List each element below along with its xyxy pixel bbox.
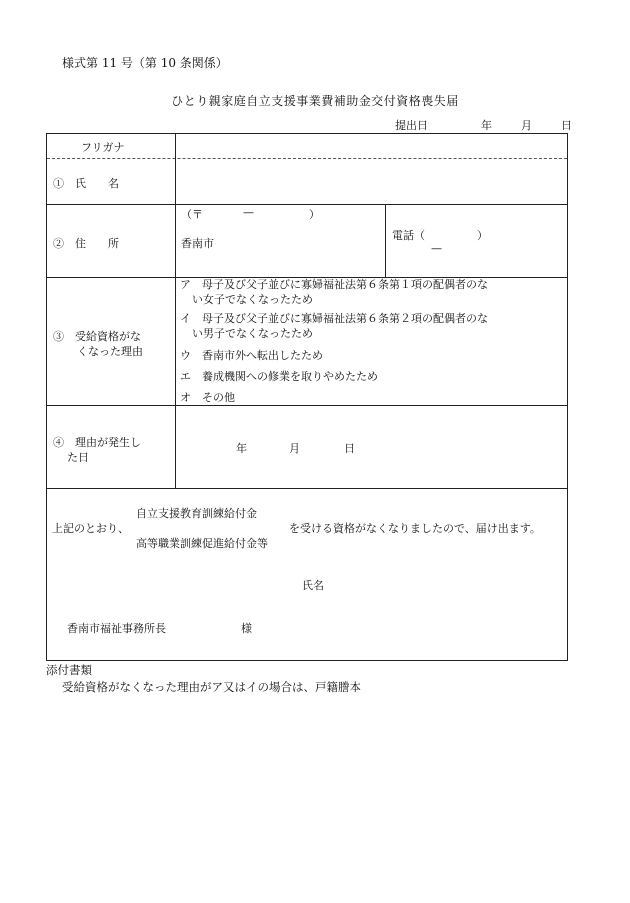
occurrence-year: 年 — [236, 442, 247, 455]
furigana-input[interactable] — [181, 138, 561, 156]
honorific: 様 — [241, 622, 252, 635]
reason-label-line1: ③ 受給資格がな — [53, 330, 141, 343]
occurrence-label-line2: た日 — [67, 451, 89, 464]
address-label: ② 住 所 — [53, 237, 119, 250]
reason-option-o[interactable]: オ その他 — [180, 391, 235, 404]
signature-label: 氏名 — [302, 579, 324, 592]
form-title: ひとり親家庭自立支援事業費補助金交付資格喪失届 — [171, 94, 459, 108]
postal-close: ） — [309, 208, 320, 221]
submitted-month: 月 — [521, 119, 532, 132]
submitted-label: 提出日 — [395, 119, 428, 132]
occurrence-month: 月 — [289, 442, 300, 455]
reason-option-a[interactable]: ア 母子及び父子並びに寡婦福祉法第６条第１項の配偶者のな い女子でなくなったため — [180, 278, 488, 306]
row-divider-name — [47, 204, 567, 205]
attachments-label: 添付書類 — [46, 663, 92, 677]
furigana-label: フリガナ — [81, 141, 125, 154]
form-table — [46, 133, 568, 661]
reason-option-u[interactable]: ウ 香南市外へ転出したため — [180, 349, 323, 362]
name-input[interactable] — [181, 164, 561, 200]
benefit-option-vocational[interactable]: 高等職業訓練促進給付金等 — [136, 537, 268, 550]
row-divider-date — [47, 488, 567, 489]
phone-column-divider — [385, 204, 386, 277]
occurrence-day: 日 — [344, 442, 355, 455]
submitted-day: 日 — [561, 119, 572, 132]
postal-open: （〒 — [181, 208, 203, 221]
occurrence-label-line1: ④ 理由が発生し — [53, 436, 141, 449]
phone-dash: — — [431, 242, 442, 255]
furigana-divider — [47, 158, 567, 159]
reason-label-line2: くなった理由 — [77, 345, 143, 358]
label-column-divider — [175, 134, 176, 488]
phone-label: 電話（ — [392, 229, 425, 242]
submitted-year: 年 — [481, 119, 492, 132]
name-label: ① 氏 名 — [53, 177, 119, 190]
declaration-prefix: 上記のとおり、 — [52, 522, 129, 535]
row-divider-reason — [47, 405, 567, 406]
attachments-text: 受給資格がなくなった理由がア又はイの場合は、戸籍謄本 — [62, 680, 361, 694]
reason-option-e[interactable]: エ 養成機関への修業を取りやめたため — [180, 370, 378, 383]
phone-close: ） — [477, 229, 488, 242]
address-city: 香南市 — [181, 237, 214, 250]
declaration-suffix: を受ける資格がなくなりましたので、届け出ます。 — [289, 522, 541, 535]
postal-dash: — — [243, 206, 254, 219]
addressee: 香南市福祉事務所長 — [67, 622, 166, 635]
benefit-option-education[interactable]: 自立支援教育訓練給付金 — [136, 507, 257, 520]
reason-option-i[interactable]: イ 母子及び父子並びに寡婦福祉法第６条第２項の配偶者のな い男子でなくなったため — [180, 312, 488, 340]
form-number: 様式第 11 号（第 10 条関係） — [62, 56, 228, 70]
